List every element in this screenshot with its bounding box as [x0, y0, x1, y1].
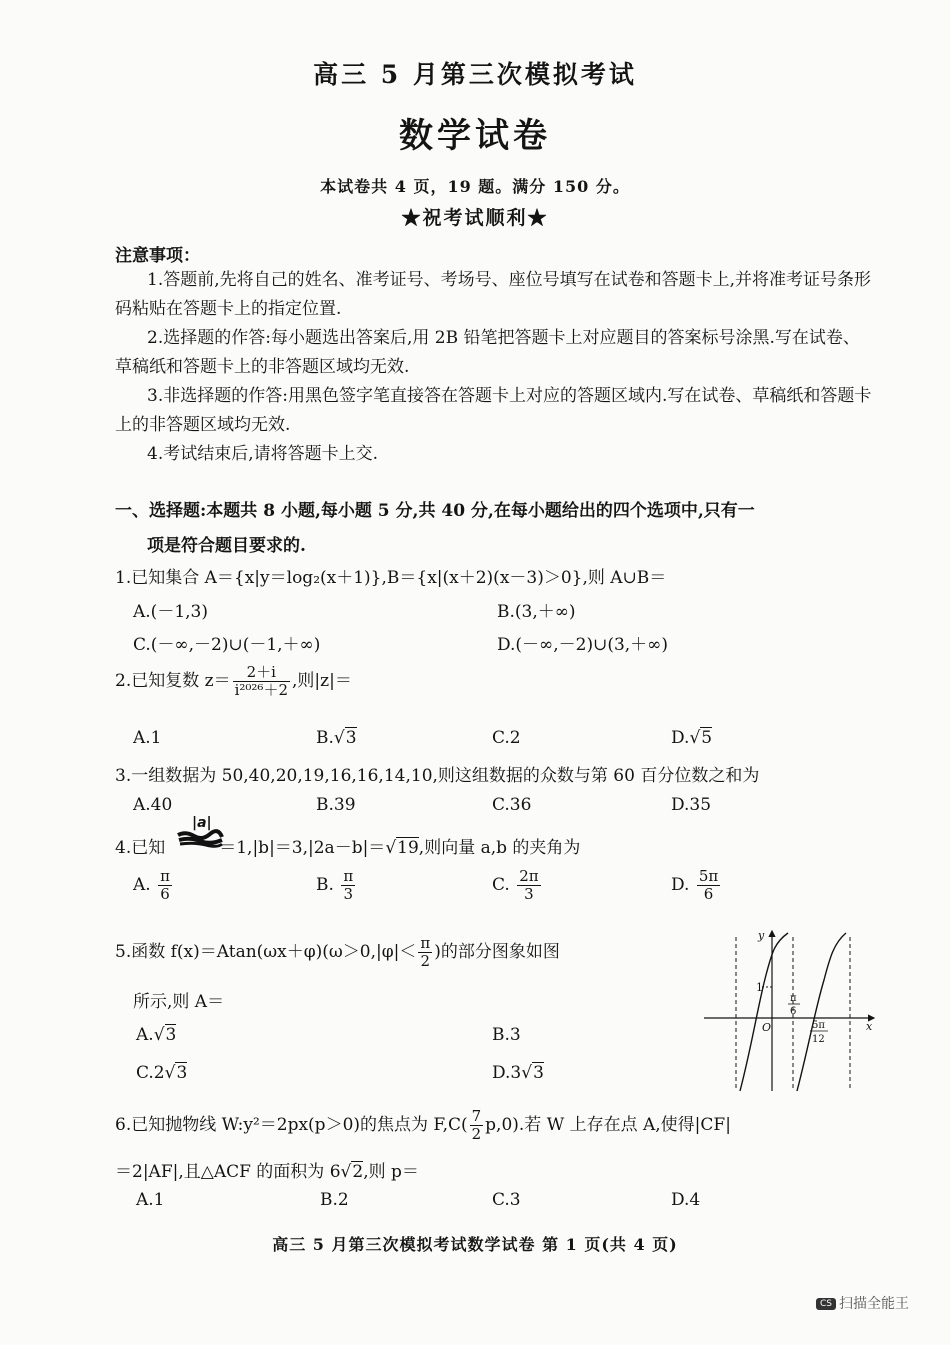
- curve-branch-2: [797, 933, 846, 1091]
- question-1-stem: 1.已知集合 A＝{x|y＝log₂(x＋1)},B＝{x|(x＋2)(x－3)＞0},则 A∪B＝: [115, 568, 667, 588]
- q5-d-radicand: 3: [533, 1063, 544, 1083]
- q2-option-c: C.2: [492, 728, 521, 748]
- question-5-stem-line2: 所示,则 A＝: [133, 992, 225, 1012]
- q5-c-label: C.2: [136, 1063, 165, 1083]
- q6-frac-num: 7: [471, 1107, 482, 1125]
- tick-5pi-12-num: 5π: [812, 1020, 825, 1031]
- note-1: 1.答题前,先将自己的姓名、准考证号、考场号、座位号填写在试卷和答题卡上,并将准考证号条形码粘贴在答题卡上的指定位置.: [115, 270, 872, 319]
- q1-option-a: A.(－1,3): [133, 602, 208, 622]
- q5-option-c: C.2√3: [136, 1063, 188, 1083]
- q4-option-c: [492, 868, 543, 903]
- tick-pi-6-num: π: [790, 993, 797, 1004]
- q3-option-a: A.40: [133, 795, 173, 815]
- q1-option-d: D.(－∞,－2)∪(3,＋∞): [497, 635, 668, 655]
- exam-info: 本试卷共 4 页，19 题。满分 150 分。: [320, 177, 630, 196]
- tick-pi-6-den: 6: [790, 1006, 797, 1017]
- origin-label: O: [762, 1021, 772, 1034]
- q6-frac-den: 2: [471, 1125, 482, 1143]
- q5-stem-pre: 5.函数 f(x)＝Atan(ωx＋φ)(ω＞0,|φ|＜: [115, 942, 417, 962]
- q1-option-b: B.(3,＋∞): [497, 602, 576, 622]
- q2-option-d: D.√5: [671, 728, 713, 748]
- notes-heading: 注意事项：: [115, 246, 200, 266]
- q4-d-den: 6: [703, 885, 714, 903]
- q6-line2-pre: ＝2|AF|,且△ACF 的面积为 6: [115, 1162, 341, 1182]
- q5-fraction: [418, 935, 432, 970]
- q2-denominator: i²⁰²⁶＋2: [234, 681, 288, 699]
- curve-branch-1: [740, 933, 788, 1091]
- q6-option-b: B.2: [320, 1190, 349, 1210]
- q5-d-label: D.3: [492, 1063, 522, 1083]
- q4-c-den: 3: [524, 885, 534, 903]
- section-heading-cont: 项是符合题目要求的.: [147, 536, 306, 556]
- q5-option-d: D.3√3: [492, 1063, 544, 1083]
- q4-a-fraction: [158, 868, 172, 903]
- question-4-stem: 4.已知 ＝1,|b|＝3,|2a－b|＝√19,则向量 a,b 的夹角为: [115, 838, 581, 858]
- q2-fraction: [233, 664, 290, 699]
- q2-b-radicand: 3: [345, 728, 357, 748]
- q2-stem-post: ,则|z|＝: [292, 671, 352, 691]
- page-footer: 高三 5 月第三次模拟考试数学试卷 第 1 页(共 4 页): [272, 1235, 678, 1254]
- q2-stem-pre: 2.已知复数 z＝: [115, 671, 231, 691]
- q2-d-pre: D.: [671, 728, 690, 748]
- y-tick-one: 1: [756, 981, 763, 994]
- q4-radicand: 19: [397, 838, 419, 858]
- y-axis-label: y: [758, 929, 765, 942]
- paper-title: 数学试卷: [399, 116, 551, 156]
- q5-option-b: B.3: [492, 1025, 521, 1045]
- q4-stem-mid: ＝1,|b|＝3,|2a－b|＝: [219, 838, 386, 858]
- q4-d-num: 5π: [698, 867, 719, 885]
- q4-c-label: C.: [492, 875, 510, 895]
- q5-frac-num: π: [420, 934, 431, 952]
- q5-c-radicand: 3: [176, 1063, 188, 1083]
- q6-option-c: C.3: [492, 1190, 521, 1210]
- q4-a-label: A.: [133, 875, 151, 895]
- section-heading: 一、选择题:本题共 8 小题,每小题 5 分,共 40 分,在每小题给出的四个选项中,只有一: [115, 501, 755, 521]
- q4-c-num: 2π: [519, 867, 539, 885]
- q3-option-c: C.36: [492, 795, 532, 815]
- scanner-watermark: [816, 1293, 909, 1313]
- q2-option-a: A.1: [133, 728, 162, 748]
- q4-a-den: 6: [160, 885, 170, 903]
- q4-b-den: 3: [343, 885, 354, 903]
- q2-option-b: B.√3: [316, 728, 357, 748]
- q6-line2-post: ,则 p＝: [363, 1162, 419, 1182]
- q5-stem-post: )的部分图象如图: [434, 942, 560, 962]
- q6-stem-post: p,0).若 W 上存在点 A,使得|CF|: [485, 1115, 731, 1135]
- q4-option-d: [671, 868, 722, 903]
- q5-option-a: A.√3: [136, 1025, 177, 1045]
- note-2: 2.选择题的作答:每小题选出答案后,用 2B 铅笔把答题卡上对应题目的答案标号涂黑.写在试卷、草稿纸和答题卡上的非答题区域均无效.: [115, 328, 860, 377]
- tick-5pi-12-den: 12: [812, 1034, 825, 1045]
- camscanner-icon: CS: [816, 1298, 836, 1310]
- question-2-stem: [115, 664, 352, 699]
- q3-option-b: B.39: [316, 795, 356, 815]
- q6-option-a: A.1: [136, 1190, 165, 1210]
- q4-d-fraction: [697, 868, 720, 903]
- good-luck-line: ★祝考试顺利★: [401, 207, 549, 229]
- q6-option-d: D.4: [671, 1190, 701, 1210]
- q4-b-num: π: [343, 867, 354, 885]
- q4-stem-post: ,则向量 a,b 的夹角为: [418, 838, 581, 858]
- q4-b-label: B.: [316, 875, 334, 895]
- q1-option-c: C.(－∞,－2)∪(－1,＋∞): [133, 635, 321, 655]
- tangent-graph: [700, 925, 880, 1095]
- q5-a-radicand: 3: [165, 1025, 177, 1045]
- q4-a-num: π: [160, 867, 170, 885]
- q2-d-radicand: 5: [701, 728, 713, 748]
- q4-option-b: [316, 868, 357, 903]
- q2-numerator: 2＋i: [233, 664, 290, 682]
- question-5-stem: [115, 935, 560, 970]
- q4-stem-pre: 4.已知: [115, 838, 166, 858]
- q6-stem-pre: 6.已知抛物线 W:y²＝2px(p＞0)的焦点为 F,C(: [115, 1115, 468, 1135]
- handwritten-a-norm: |a|: [192, 815, 212, 831]
- q6-fraction: [470, 1108, 484, 1143]
- q5-a-label: A.: [136, 1025, 154, 1045]
- q6-radicand: 2: [352, 1162, 364, 1182]
- q4-b-fraction: [341, 868, 355, 903]
- q5-frac-den: 2: [420, 952, 431, 970]
- question-3-stem: 3.一组数据为 50,40,20,19,16,16,14,10,则这组数据的众数与第 60 百分位数之和为: [115, 766, 760, 786]
- x-axis-label: x: [866, 1020, 873, 1033]
- watermark-text: 扫描全能王: [839, 1296, 909, 1312]
- q4-c-fraction: [517, 868, 540, 903]
- note-3: 3.非选择题的作答:用黑色签字笔直接答在答题卡上对应的答题区域内.写在试卷、草稿纸和答题卡上的非答题区域均无效.: [115, 386, 872, 435]
- question-6-stem-line2: ＝2|AF|,且△ACF 的面积为 6√2,则 p＝: [115, 1162, 419, 1182]
- q2-b-pre: B.: [316, 728, 334, 748]
- q3-option-d: D.35: [671, 795, 712, 815]
- exam-title: 高三 5 月第三次模拟考试: [313, 60, 637, 89]
- note-4: 4.考试结束后,请将答题卡上交.: [147, 444, 379, 464]
- q4-d-label: D.: [671, 875, 690, 895]
- question-6-stem: [115, 1108, 731, 1143]
- q4-option-a: [133, 868, 174, 903]
